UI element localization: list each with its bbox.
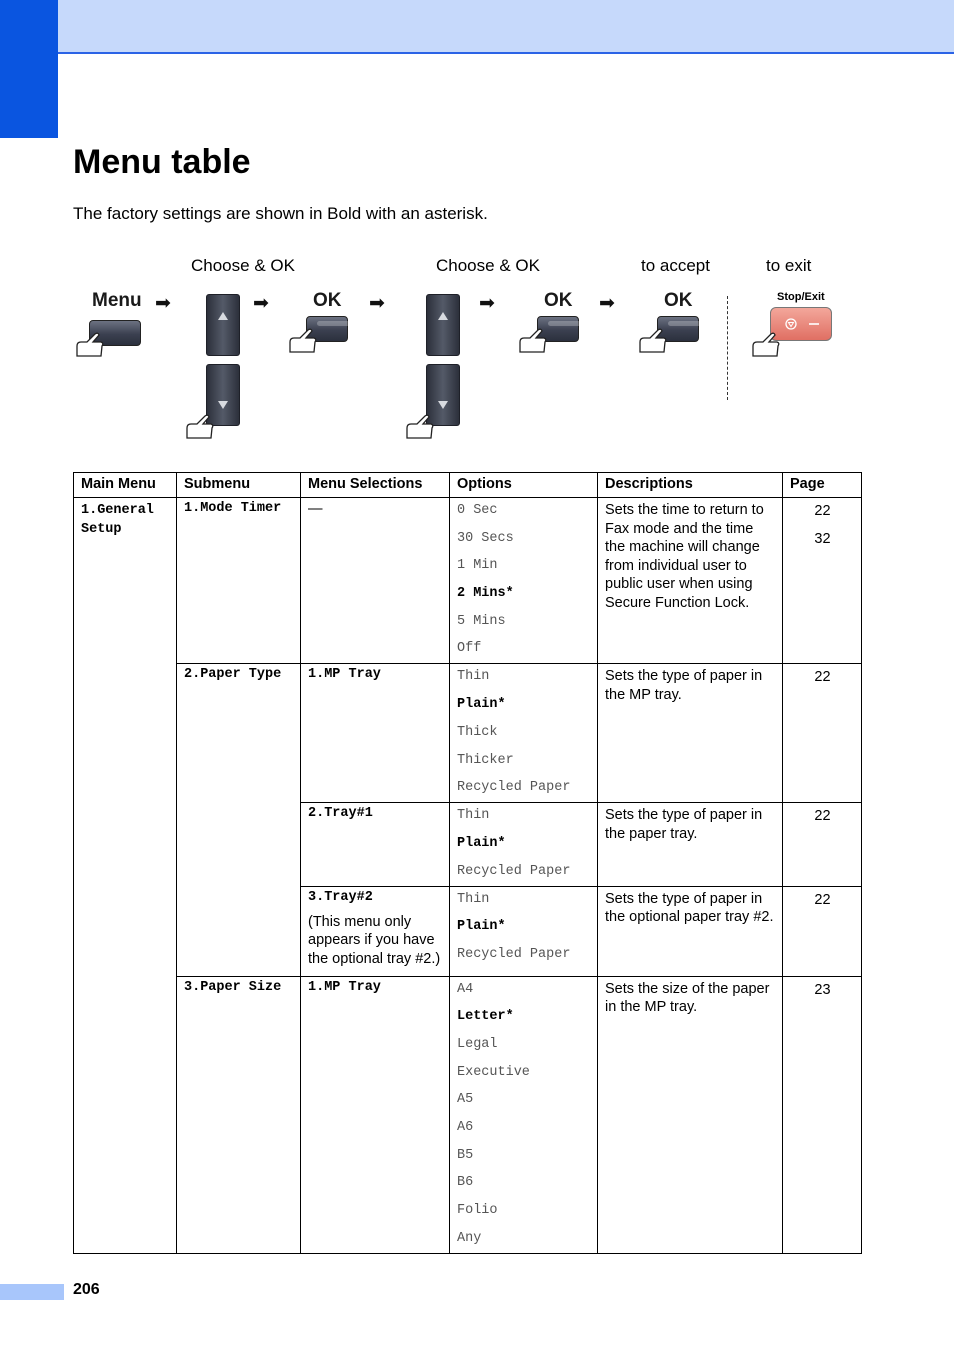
option-item: 30 Secs — [457, 530, 514, 546]
option-item: 1 Min — [457, 558, 498, 574]
description-cell: Sets the size of the paper in the MP tray. — [598, 976, 783, 1253]
option-item: Recycled Paper — [457, 863, 571, 879]
description-cell: Sets the type of paper in the optional paper tray #2. — [598, 886, 783, 976]
page-cell: 22 — [783, 886, 862, 976]
intro-text: The factory settings are shown in Bold with an asterisk. — [73, 204, 488, 223]
table-header-row — [74, 473, 862, 498]
submenu-cell: 3.Paper Size — [177, 976, 301, 1253]
page-cell: 22 — [783, 664, 862, 803]
option-item: B6 — [457, 1175, 474, 1191]
selection-note: (This menu only appears if you have the optional tray #2.) — [308, 913, 441, 967]
option-item: Any — [457, 1230, 482, 1246]
option-item: Recycled Paper — [457, 780, 571, 796]
header-options: Options — [450, 473, 598, 498]
chapter-tab — [0, 0, 58, 138]
option-item: B5 — [457, 1147, 474, 1163]
arrow-icon: ➡ — [155, 293, 171, 314]
header-descriptions: Descriptions — [598, 473, 783, 498]
description-cell: Sets the type of paper in the MP tray. — [598, 664, 783, 803]
menu-button-label: Menu — [92, 290, 142, 311]
header-main-menu: Main Menu — [74, 473, 177, 498]
hand-pointer-icon — [749, 330, 783, 360]
hand-pointer-icon — [403, 412, 437, 442]
option-default: 2 Mins* — [457, 586, 514, 602]
page-cell: 23 — [783, 976, 862, 1253]
option-item: Off — [457, 641, 482, 657]
option-item: 0 Sec — [457, 503, 498, 518]
option-item: 5 Mins — [457, 613, 506, 629]
up-arrow-button[interactable] — [426, 294, 460, 356]
option-default: Plain* — [457, 697, 506, 713]
hand-pointer-icon — [516, 326, 550, 356]
page-cell: 22 — [783, 803, 862, 886]
options-cell — [450, 976, 598, 1253]
selection-cell — [301, 886, 450, 976]
option-default: Letter* — [457, 1009, 514, 1025]
up-triangle-icon — [218, 312, 228, 320]
flow-label-accept: to accept — [641, 256, 710, 275]
table-row — [74, 498, 862, 664]
arrow-icon: ➡ — [369, 293, 385, 314]
arrow-icon: ➡ — [479, 293, 495, 314]
header-page: Page — [783, 473, 862, 498]
selection-cell: — — [301, 498, 450, 664]
arrow-icon: ➡ — [599, 293, 615, 314]
header-submenu: Submenu — [177, 473, 301, 498]
stop-symbol-icon — [785, 317, 821, 331]
arrow-icon: ➡ — [253, 293, 269, 314]
selection-label: 3.Tray#2 — [308, 889, 373, 905]
option-item: Thin — [457, 891, 490, 907]
option-item: Folio — [457, 1203, 498, 1219]
submenu-cell: 1.Mode Timer — [177, 498, 301, 664]
option-item: Thin — [457, 669, 490, 685]
selection-cell: 1.MP Tray — [301, 664, 450, 803]
option-item: Thick — [457, 724, 498, 740]
down-triangle-icon — [438, 401, 448, 409]
ok-button-label: OK — [544, 290, 573, 311]
option-default: Plain* — [457, 919, 506, 935]
option-item: A4 — [457, 981, 474, 997]
up-arrow-button[interactable] — [206, 294, 240, 356]
up-triangle-icon — [438, 312, 448, 320]
ok-button-label: OK — [664, 290, 693, 311]
option-item: Executive — [457, 1064, 530, 1080]
header-menu-selections: Menu Selections — [301, 473, 450, 498]
header-band — [0, 0, 954, 54]
footer-bar — [0, 1284, 64, 1300]
options-cell — [450, 803, 598, 886]
option-item: Recycled Paper — [457, 946, 571, 962]
hand-pointer-icon — [286, 326, 320, 356]
options-cell — [450, 886, 598, 976]
selection-cell: 2.Tray#1 — [301, 803, 450, 886]
flow-label-choose-2: Choose & OK — [436, 256, 540, 275]
page-ref: 22 — [814, 503, 831, 519]
options-cell — [450, 664, 598, 803]
page-title: Menu table — [73, 143, 251, 181]
option-item: A5 — [457, 1092, 474, 1108]
option-item: Legal — [457, 1036, 498, 1052]
table-row — [74, 976, 862, 1253]
down-triangle-icon — [218, 401, 228, 409]
hand-pointer-icon — [636, 326, 670, 356]
description-cell: Sets the time to return to Fax mode and the time the machine will change from individual user to public user when using Secure Function Lock. — [598, 498, 783, 664]
table-row — [74, 664, 862, 803]
option-item: A6 — [457, 1120, 474, 1135]
page-ref: 32 — [814, 531, 831, 547]
stop-exit-label: Stop/Exit — [777, 291, 825, 303]
selection-cell: 1.MP Tray — [301, 976, 450, 1253]
page-number: 206 — [73, 1281, 100, 1298]
description-cell: Sets the type of paper in the paper tray. — [598, 803, 783, 886]
option-item: Thin — [457, 808, 490, 824]
option-default: Plain* — [457, 835, 506, 851]
menu-table — [73, 472, 862, 1254]
hand-pointer-icon — [183, 412, 217, 442]
option-item: Thicker — [457, 752, 514, 768]
flow-label-exit: to exit — [766, 256, 812, 275]
options-cell — [450, 498, 598, 664]
main-menu-cell: 1.General Setup — [74, 498, 177, 1254]
ok-button-label: OK — [313, 290, 342, 311]
page-cell — [783, 498, 862, 664]
divider-line — [727, 296, 728, 400]
flow-label-choose-1: Choose & OK — [191, 256, 295, 275]
submenu-cell: 2.Paper Type — [177, 664, 301, 976]
hand-pointer-icon — [73, 330, 107, 360]
